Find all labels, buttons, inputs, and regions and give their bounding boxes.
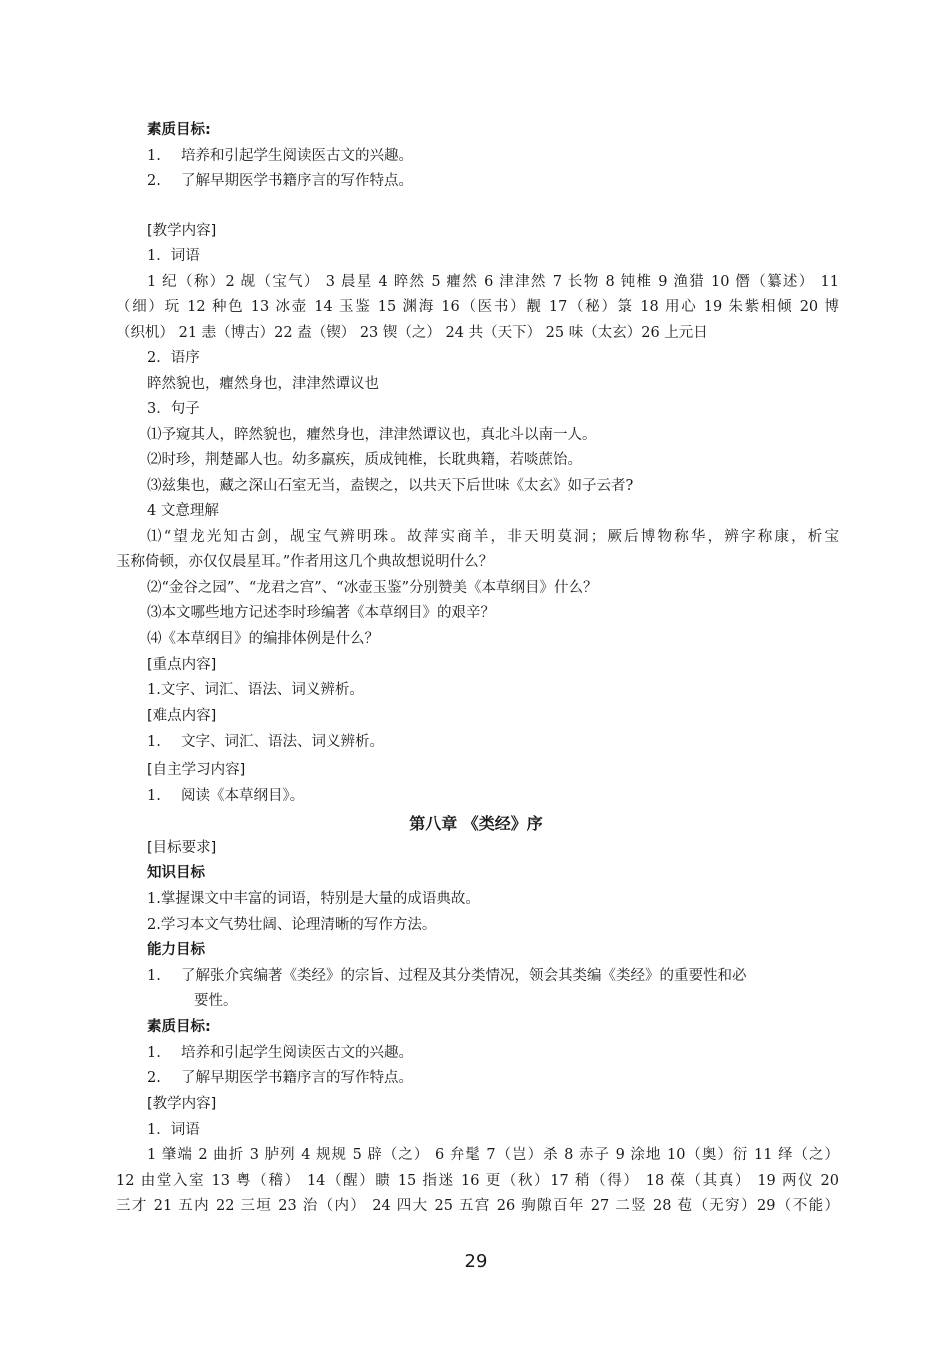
goal-requirements-heading: [目标要求] — [147, 840, 217, 856]
words-heading: 1．词语 — [147, 248, 200, 264]
comprehension-question: ⑷《本草纲目》的编排体例是什么？ — [147, 631, 379, 647]
chapter-title: 第八章 《类经》序 — [409, 814, 543, 833]
list-item: 2. 了解早期医学书籍序言的写作特点。 — [147, 173, 413, 189]
list-item: 2. 了解早期医学书籍序言的写作特点。 — [147, 1070, 413, 1086]
words-line: 1 纪（称）2 觇（宝气） 3 晨星 4 睟然 5 癯然 6 津津然 7 长物 8 钝椎 9 渔猎 10 僭（纂述） 11 — [147, 274, 839, 290]
list-item-continuation: 要性。 — [194, 993, 238, 1009]
quality-goal-heading: 素质目标: — [147, 1019, 211, 1035]
sentence-item: ⑵时珍，荆楚鄙人也。幼多羸疾，质成钝椎，长耽典籍，若啖蔗饴。 — [147, 452, 582, 468]
words-line: 三才 21 五内 22 三垣 23 治（内） 24 四大 25 五宫 26 驹隙百年 27 二竖 28 苞（无穷）29（不能） — [116, 1198, 839, 1214]
words-line: 1 肇端 2 曲折 3 胪列 4 规规 5 辟（之） 6 弁髦 7（岂）杀 8 赤子 9 涂地 10（奥）衍 11 绎（之） — [147, 1147, 839, 1163]
comprehension-question: ⑶本文哪些地方记述李时珍编著《本草纲目》的艰辛？ — [147, 605, 495, 621]
sentence-item: ⑴予窥其人，睟然貌也，癯然身也，津津然谭议也，真北斗以南一人。 — [147, 427, 597, 443]
page-number: 29 — [464, 1251, 488, 1272]
ability-goal-heading: 能力目标 — [147, 942, 205, 958]
comprehension-question: 玉称倚顿，亦仅仅晨星耳。”作者用这几个典故想说明什么？ — [116, 554, 494, 570]
words-line: （织机） 21 恚（博古）22 盍（锲） 23 锲（之） 24 共（天下） 25 味（太玄）26 上元日 — [116, 325, 708, 341]
key-content-heading: [重点内容] — [147, 657, 217, 673]
list-item: 1. 阅读《本草纲目》。 — [147, 788, 305, 804]
sentence-item: ⑶兹集也，藏之深山石室无当，盍锲之，以共天下后世味《太玄》如子云者? — [147, 478, 634, 494]
list-item: 1. 培养和引起学生阅读医古文的兴趣。 — [147, 1045, 413, 1061]
sentence-heading: 3．句子 — [147, 401, 200, 417]
word-order-heading: 2．语序 — [147, 350, 200, 366]
comprehension-question: ⑵“金谷之园”、“龙君之宫”、“冰壶玉鉴”分别赞美《本草纲目》什么？ — [147, 580, 598, 596]
difficult-content-heading: [难点内容] — [147, 708, 217, 724]
words-heading: 1．词语 — [147, 1122, 200, 1138]
list-item: 1. 了解张介宾编著《类经》的宗旨、过程及其分类情况，领会其类编《类经》的重要性和必 — [147, 968, 747, 984]
quality-goal-heading: 素质目标: — [147, 122, 211, 138]
word-order-text: 睟然貌也，癯然身也，津津然谭议也 — [147, 376, 379, 392]
comprehension-question: ⑴“望龙光知古剑，觇宝气辨明珠。故萍实商羊，非天明莫洞；厥后博物称华，辨字称康，析宝 — [147, 529, 839, 545]
teaching-content-heading: [教学内容] — [147, 1096, 217, 1112]
list-item: 2.学习本文气势壮阔、论理清晰的写作方法。 — [147, 917, 437, 933]
teaching-content-heading: [教学内容] — [147, 223, 217, 239]
comprehension-heading: 4 文意理解 — [147, 503, 219, 519]
key-content-text: 1.文字、词汇、语法、词义辨析。 — [147, 682, 364, 698]
self-study-heading: [自主学习内容] — [147, 762, 246, 778]
words-line: （细）玩 12 种色 13 冰壶 14 玉鉴 15 渊海 16（医书）觏 17（秘）箓 18 用心 19 朱紫相倾 20 博 — [116, 299, 839, 315]
list-item: 1.掌握课文中丰富的词语，特别是大量的成语典故。 — [147, 891, 480, 907]
words-line: 12 由堂入室 13 粤（稽） 14（醒）瞆 15 指迷 16 更（秋）17 稍（得） 18 葆（其真） 19 两仪 20 — [116, 1173, 839, 1189]
list-item: 1. 文字、词汇、语法、词义辨析。 — [147, 734, 384, 750]
list-item: 1. 培养和引起学生阅读医古文的兴趣。 — [147, 148, 413, 164]
knowledge-goal-heading: 知识目标 — [147, 865, 205, 881]
